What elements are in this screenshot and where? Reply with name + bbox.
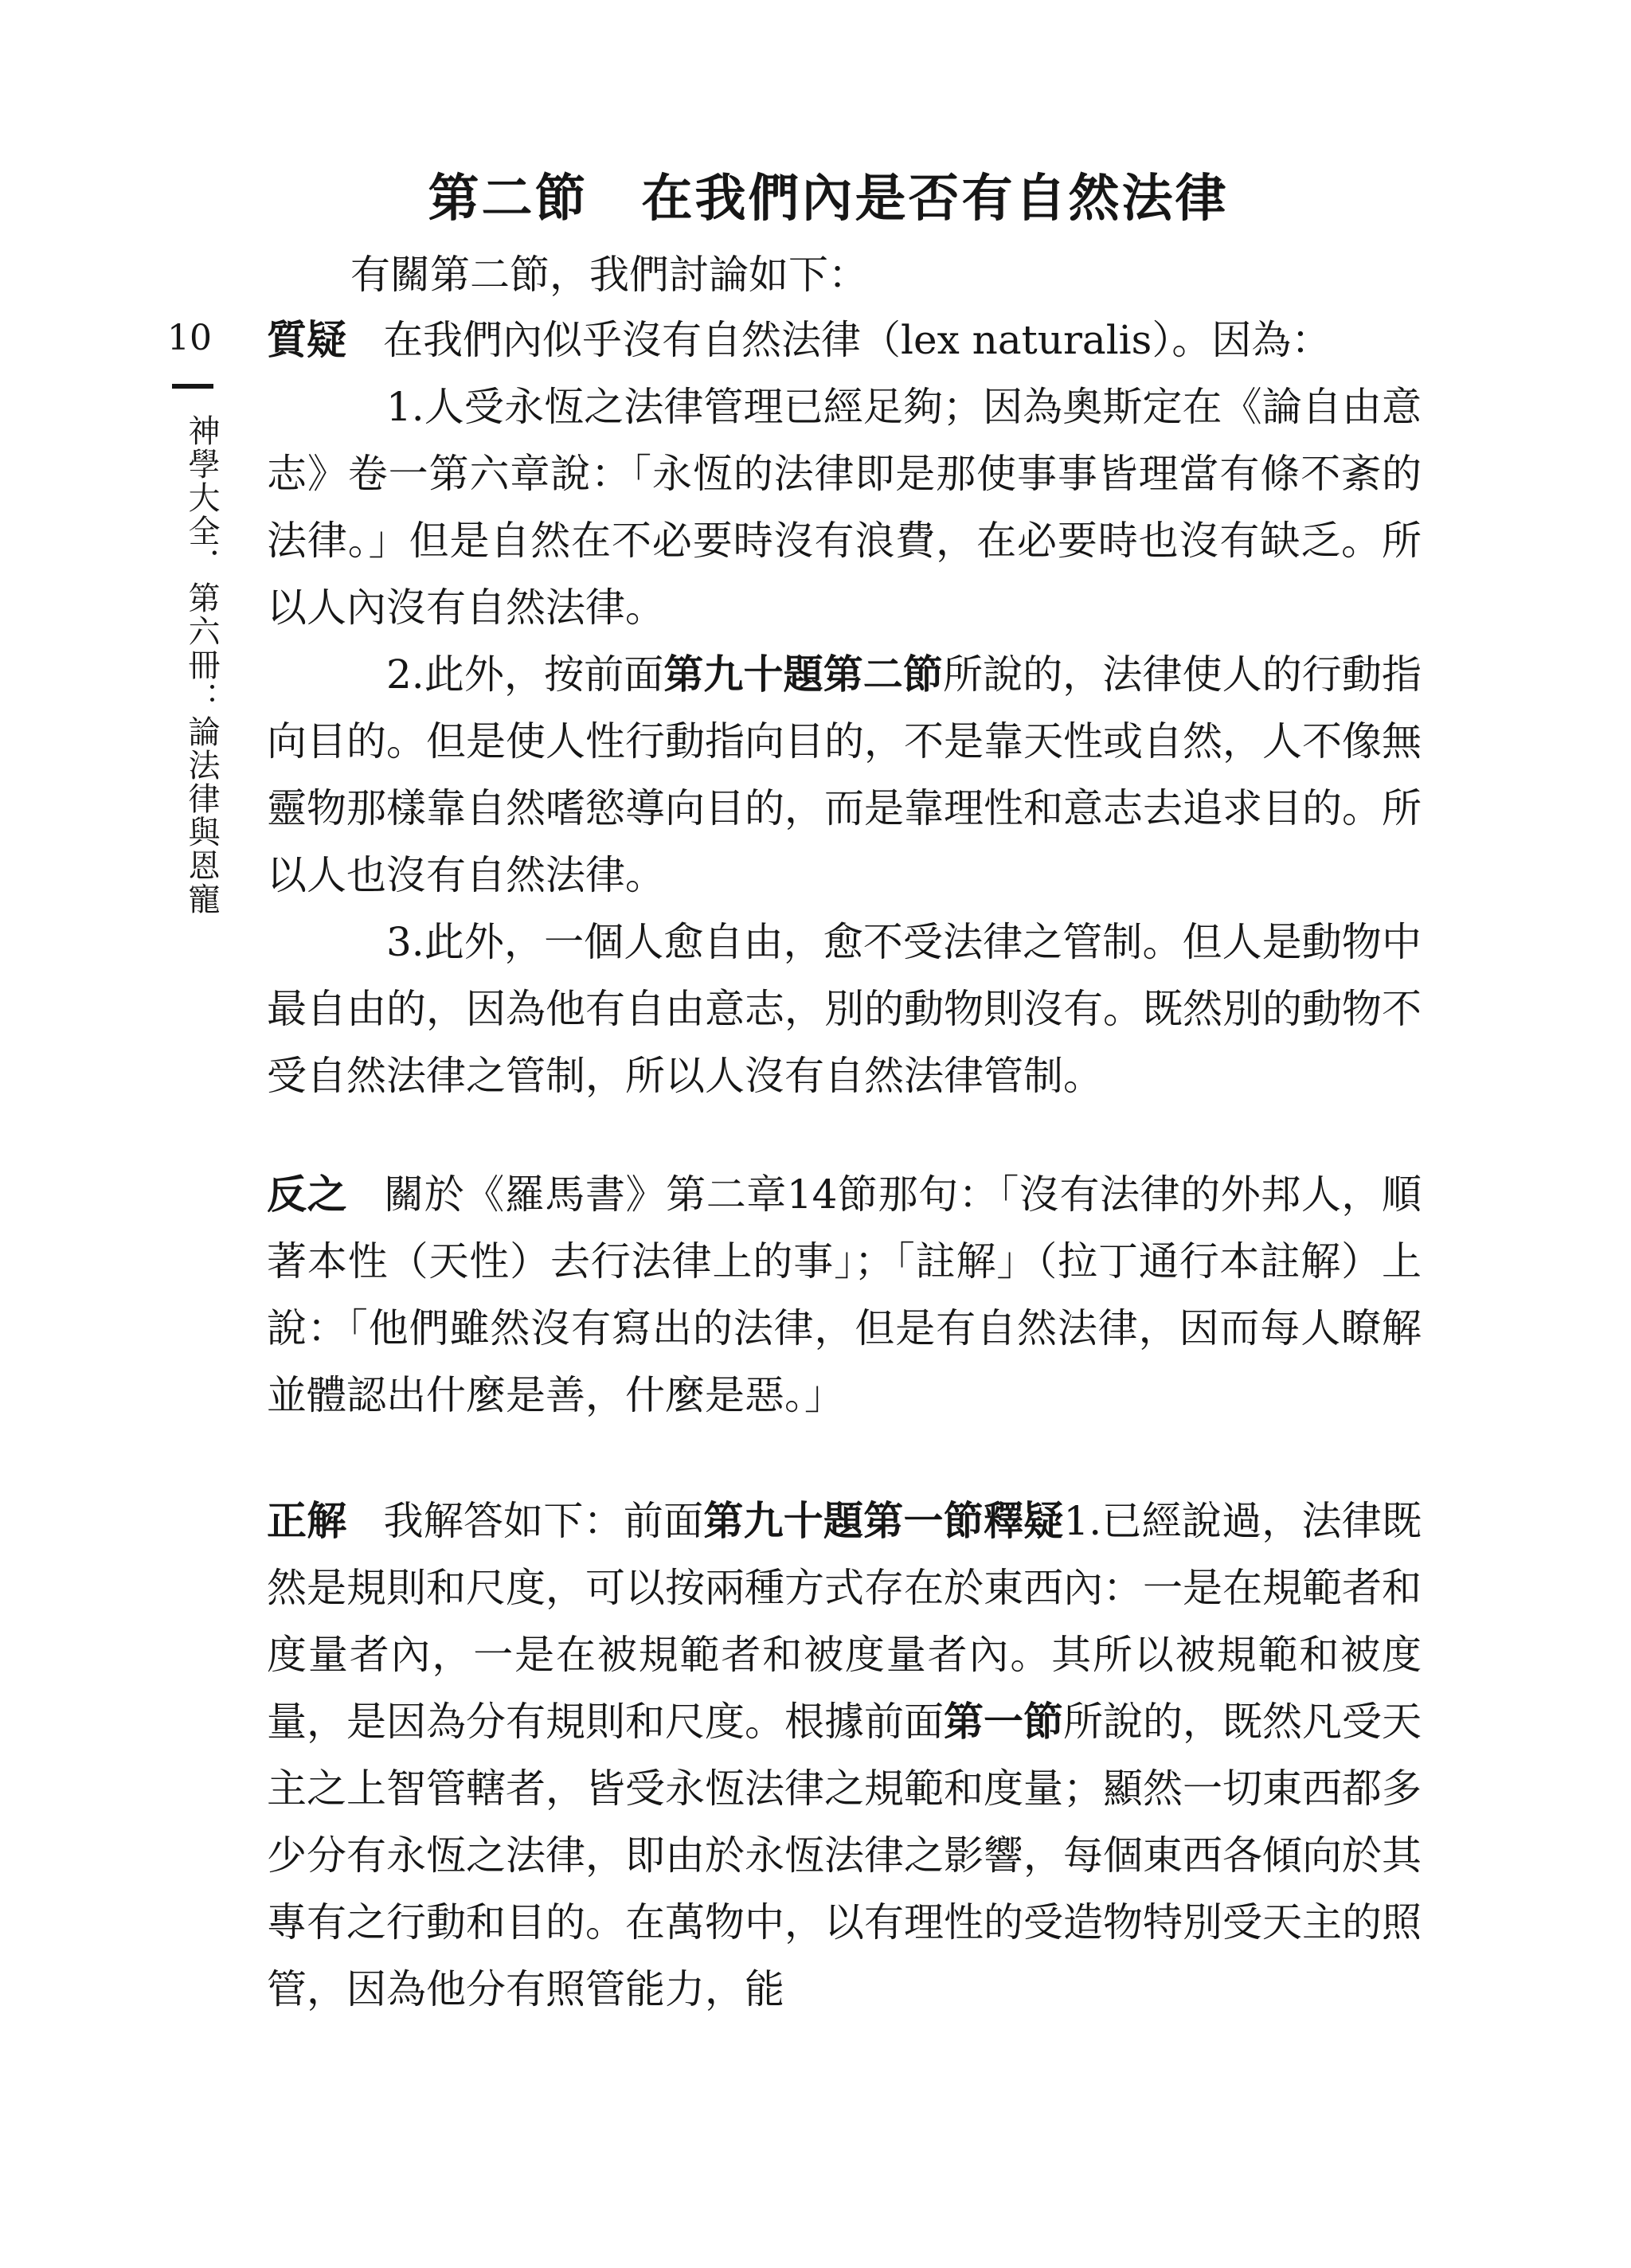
objections-section	[267, 307, 1422, 1109]
article-title: 第二節 在我們內是否有自然法律	[428, 169, 1229, 229]
sed-contra-section	[267, 1161, 1422, 1429]
margin-rule	[172, 384, 213, 389]
objection-2-prefix: 2.此外，按前面	[386, 651, 664, 698]
respondeo-paragraph	[267, 1488, 1422, 2023]
respondeo-reference-1: 第九十題第一節釋疑	[703, 1498, 1064, 1544]
respondeo-reference-2: 第一節	[944, 1699, 1063, 1745]
sed-contra-label: 反之	[267, 1171, 348, 1218]
page-number: 10	[167, 318, 212, 358]
respondeo-text-1: 我解答如下：前面	[383, 1498, 704, 1544]
objections-lead: 在我們內似乎沒有自然法律（lex naturalis）。因為：	[383, 317, 1332, 363]
respondeo-section	[267, 1488, 1422, 2023]
running-title: 神學大全．第六冊：論法律與恩寵	[183, 414, 220, 916]
objection-2-suffix: 所說的，法律使人的行動指向目的。但是使人性行動指向目的，不是靠天性或自然，人不像無靈物那樣靠自然嗜慾導向目的，而是靠理性和意志去追求目的。所以人也沒有自然法律。	[267, 651, 1422, 898]
article-intro: 有關第二節，我們討論如下：	[350, 252, 868, 298]
objection-3: 3.此外，一個人愈自由，愈不受法律之管制。但人是動物中最自由的，因為他有自由意志，別的動物則沒有。既然別的動物不受自然法律之管制，所以人沒有自然法律管制。	[267, 919, 1422, 1099]
objections-lead-paragraph	[267, 307, 1422, 373]
respondeo-text-3: 所說的，既然凡受天主之上智管轄者，皆受永恆法律之規範和度量；顯然一切東西都多少分有永恆之法律，即由於永恆法律之影響，每個東西各傾向於其專有之行動和目的。在萬物中，以有理性的受造物特別受天主的照管，因為他分有照管能力，能	[267, 1699, 1422, 2012]
respondeo-text-2: 1.已經說過，法律既然是規則和尺度，可以按兩種方式存在於東西內：一是在規範者和度量者內，一是在被規範者和被度量者內。其所以被規範和被度量，是因為分有規則和尺度。根據前面	[267, 1498, 1422, 1745]
objection-2-reference: 第九十題第二節	[663, 651, 943, 698]
respondeo-label: 正解	[267, 1498, 347, 1544]
objection-2	[267, 641, 1422, 909]
sed-contra-text: 關於《羅馬書》第二章14節那句：「沒有法律的外邦人，順著本性（天性）去行法律上的事」；「註解」（拉丁通行本註解）上說：「他們雖然沒有寫出的法律，但是有自然法律，因而每人瞭解並體認出什麼是善，什麼是惡。」	[267, 1171, 1422, 1418]
objections-label: 質疑	[267, 317, 346, 363]
objection-1: 1.人受永恆之法律管理已經足夠；因為奧斯定在《論自由意志》卷一第六章說：「永恆的法律即是那使事事皆理當有條不紊的法律。」但是自然在不必要時沒有浪費，在必要時也沒有缺乏。所以人內沒有自然法律。	[267, 384, 1422, 631]
sed-contra-paragraph	[267, 1161, 1422, 1429]
